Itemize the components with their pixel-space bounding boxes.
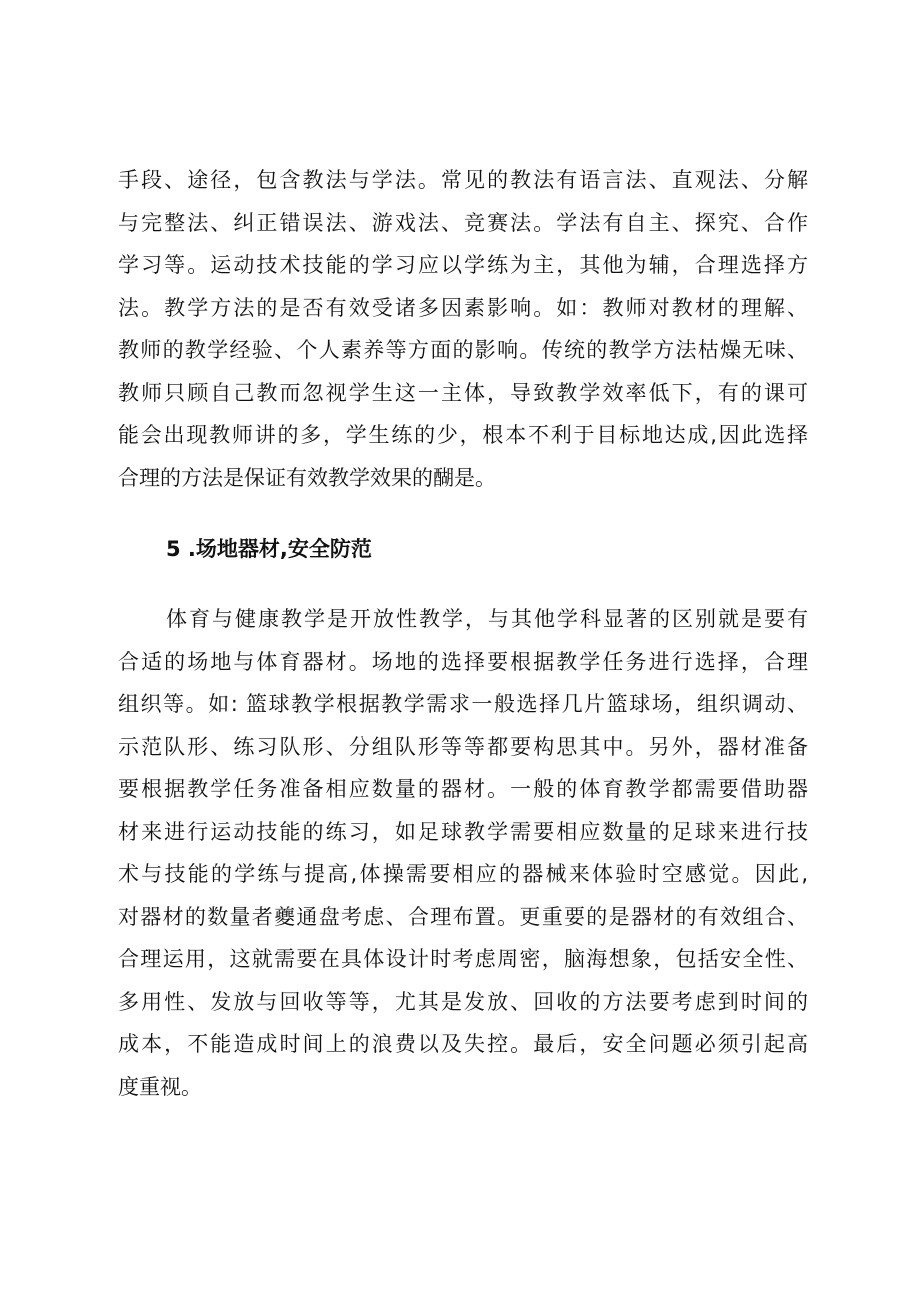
body-paragraph-teaching-methods bbox=[118, 159, 808, 499]
body-paragraph-venue-equipment bbox=[118, 598, 808, 1108]
paragraph-line: 法。教学方法的是否有效受诸多因素影响。如：教师对教材的理解、 bbox=[118, 295, 808, 320]
paragraph-line: 对器材的数量者夔通盘考虑、合理布置。更重要的是器材的有效组合、 bbox=[118, 904, 808, 929]
paragraph-line: 体育与健康教学是开放性教学，与其他学科显著的区别就是要有 bbox=[166, 607, 808, 631]
paragraph-line: 度重视。 bbox=[118, 1074, 202, 1099]
paragraph-line: 术与技能的学练与提高,体操需要相应的器械来体验时空感觉。因此, bbox=[118, 862, 808, 886]
section-heading: 5 .场地器材,安全防范 bbox=[166, 537, 372, 561]
paragraph-line: 教师的教学经验、个人素养等方面的影响。传统的教学方法枯燥无味、 bbox=[118, 338, 808, 362]
paragraph-line: 多用性、发放与回收等等，尤其是发放、回收的方法要考虑到时间的 bbox=[118, 989, 808, 1014]
paragraph-line: 学习等。运动技术技能的学习应以学练为主，其他为辅，合理选择方 bbox=[118, 253, 808, 277]
paragraph-line: 示范队形、练习队形、分组队形等等都要构思其中。另外，器材准备 bbox=[118, 734, 808, 759]
paragraph-line: 合理的方法是保证有效教学效果的醐是。 bbox=[118, 465, 496, 490]
paragraph-line: 组织等。如: 篮球教学根据教学需求一般选择几片篮球场，组织调动、 bbox=[118, 692, 808, 716]
paragraph-line: 合理运用，这就需要在具体设计时考虑周密，脑海想象，包括安全性、 bbox=[118, 947, 808, 971]
paragraph-line: 教师只顾自己教而忽视学生这一主体，导致教学效率低下，有的课可 bbox=[118, 380, 808, 405]
paragraph-line: 合适的场地与体育器材。场地的选择要根据教学任务进行选择，合理 bbox=[118, 649, 808, 674]
paragraph-line: 材来进行运动技能的练习，如足球教学需要相应数量的足球来进行技 bbox=[118, 819, 808, 844]
paragraph-line: 能会出现教师讲的多，学生练的少，根本不利于目标地达成,因此选择 bbox=[118, 423, 808, 447]
paragraph-line: 要根据教学任务准备相应数量的器材。一般的体育教学都需要借助器 bbox=[118, 777, 808, 801]
paragraph-line: 与完整法、纠正错误法、游戏法、竞赛法。学法有自主、探究、合作 bbox=[118, 210, 808, 235]
paragraph-line: 成本，不能造成时间上的浪费以及失控。最后，安全问题必须引起高 bbox=[118, 1032, 808, 1056]
paragraph-line: 手段、途径，包含教法与学法。常见的教法有语言法、直观法、分解 bbox=[118, 168, 808, 192]
